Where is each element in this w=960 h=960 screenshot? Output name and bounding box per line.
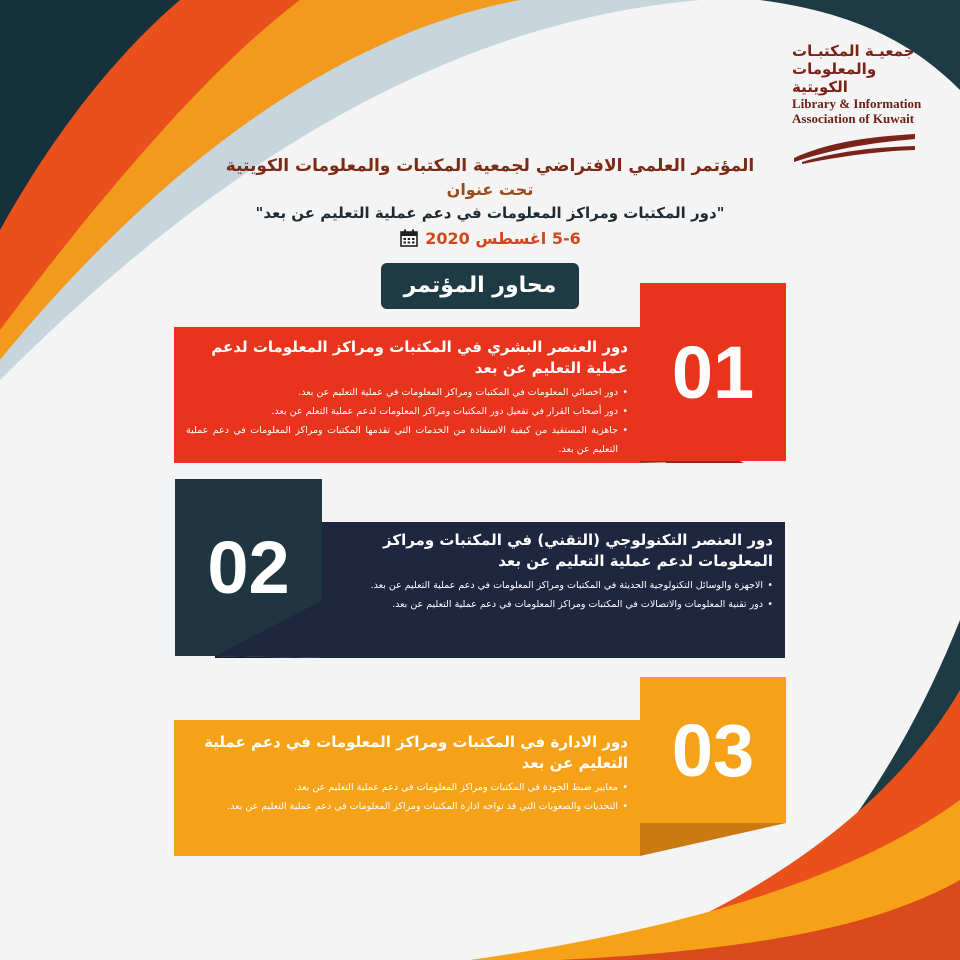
axis-3-bullet-1: • معايير ضبط الجودة في المكتبات ومراكز المعلومات في دعم عملية التعليم عن بعد. — [186, 778, 628, 797]
logo-arabic-line1: جمعيـة المكتبـات — [792, 42, 915, 60]
axes-title: محاور المؤتمر — [381, 263, 579, 309]
axis-1-bullet-3: • جاهزية المستفيد من كيفية الاستفادة من الخدمات التي تقدمها المكتبات ومراكز المعلومات في دعم عملية التعليم عن بعد. — [186, 421, 628, 459]
axis-2-number: 02 — [175, 479, 322, 656]
axis-2-card — [322, 522, 785, 658]
axis-1-bullets — [186, 383, 628, 459]
axis-3-bullet-2: • التحديات والصعوبات التي قد تواجه ادارة المكتبات ومراكز المعلومات في دعم عملية التعليم عن بعد. — [186, 797, 628, 816]
axis-1-bullet-1: • دور اخصائي المعلومات في المكتبات ومراكز المعلومات في عملية التعليم عن بعد. — [186, 383, 628, 402]
axis-1-bullet-2: • دور أصحاب القرار في تفعيل دور المكتبات ومراكز المعلومات لدعم عملية التعلم عن بعد. — [186, 402, 628, 421]
axis-2-bullets — [334, 576, 773, 614]
axis-1-number: 01 — [640, 283, 786, 461]
axis-3-bullets — [186, 778, 628, 816]
axis-3-title: دور الادارة في المكتبات ومراكز المعلومات في دعم عملية التعليم عن بعد — [204, 733, 628, 772]
conference-title: المؤتمر العلمي الافتراضي لجمعية المكتبات والمعلومات الكويتية — [225, 156, 755, 176]
axis-2-fold — [215, 600, 323, 660]
axis-2-bullet-1: • الاجهزة والوسائل التكنولوجية الحديثة في المكتبات ومراكز المعلومات في دعم عملية التعليم عن بعد. — [334, 576, 773, 595]
conference-theme: "دور المكتبات ومراكز المعلومات في دعم عملية التعليم عن بعد" — [255, 204, 725, 222]
axis-1-fold — [640, 461, 720, 491]
logo-arabic-line2: والمعلومات الكويتية — [792, 60, 877, 96]
axis-1-title: دور العنصر البشري في المكتبات ومراكز المعلومات لدعم عملية التعليم عن بعد — [211, 338, 628, 377]
axis-1-card — [174, 327, 640, 463]
axis-3-number: 03 — [640, 677, 786, 823]
conference-date — [200, 228, 780, 248]
logo-swoosh-icon — [792, 130, 917, 164]
logo-english-line1: Library & Information — [792, 96, 922, 111]
axis-3-card — [174, 720, 640, 856]
axis-2-bullet-2: • دور تقنية المعلومات والاتصالات في المكتبات ومراكز المعلومات في دعم عملية التعليم عن بعد. — [334, 595, 773, 614]
date-text: 5-6 اغسطس 2020 — [425, 228, 581, 248]
axis-3-fold — [640, 823, 786, 857]
logo-english-line2: Association of Kuwait — [792, 111, 915, 126]
axis-2-title: دور العنصر التكنولوجي (التقني) في المكتبات ومراكز المعلومات لدعم عملية التعليم عن بعد — [383, 531, 773, 570]
calendar-icon — [399, 228, 419, 248]
conference-subtitle: تحت عنوان — [446, 180, 534, 199]
association-logo — [792, 42, 922, 164]
